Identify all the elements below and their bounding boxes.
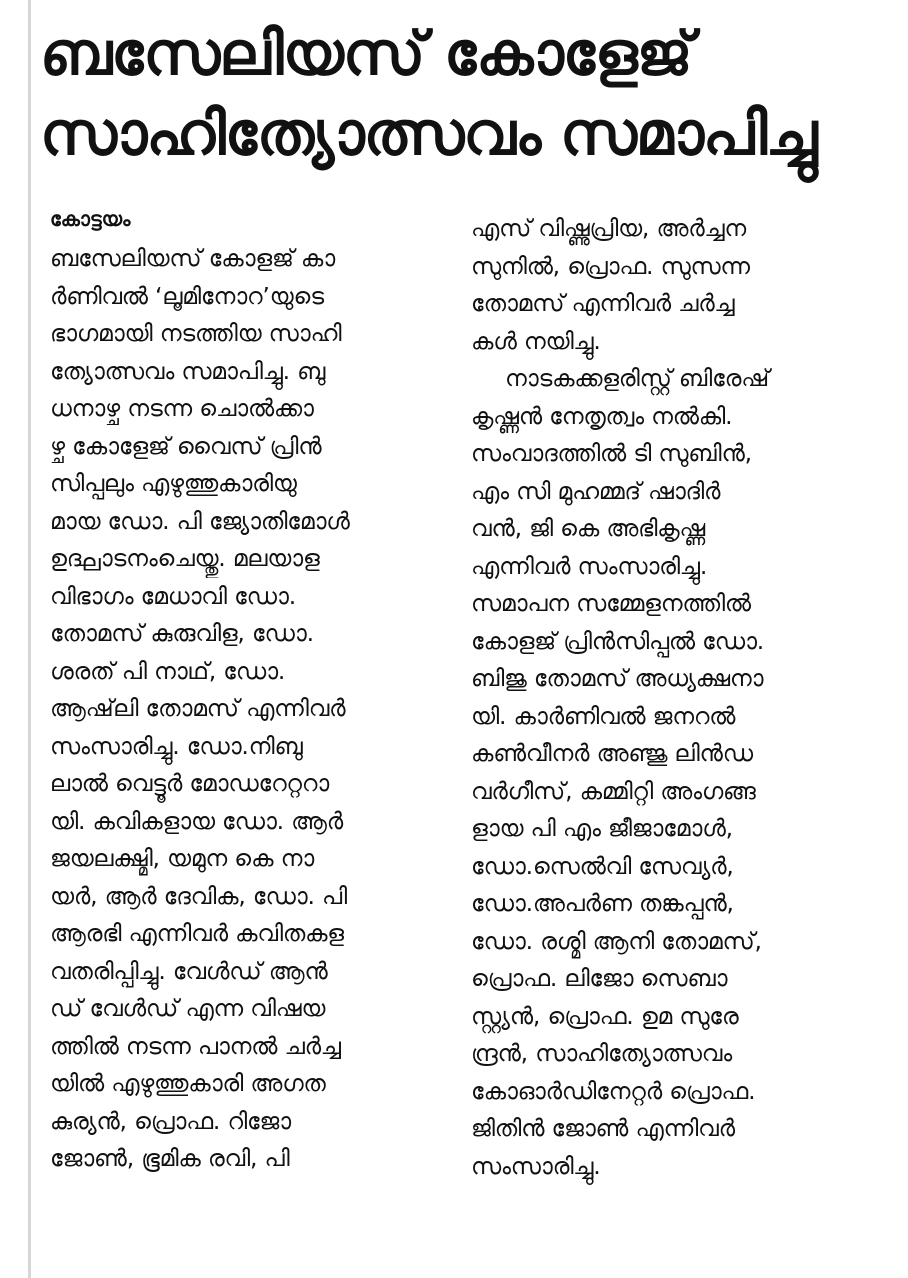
- article-line: സുനിൽ, പ്രൊഫ. സുസന്ന: [471, 251, 750, 280]
- article-line: ആരഭി എന്നിവർ കവിതകള: [50, 919, 344, 947]
- article-line: വിഭാഗം മേധാവി ഡോ.: [50, 581, 296, 610]
- article-line: ളായ പി എം ജീജാമോൾ,: [471, 814, 733, 842]
- article-line: ധനാഴ്ച നടന്ന ചൊൽക്കാ: [50, 394, 314, 422]
- article-line: വർഗീസ്, കമ്മിറ്റി അംഗങ്ങ: [471, 776, 756, 805]
- article-line: ബസേലിയസ് കോളജ് കാ: [50, 244, 336, 272]
- article-line: തോമസ് എന്നിവർ ചർച്ച: [471, 289, 735, 317]
- article-line: പ്രൊഫ. ലിജോ സെബാ: [471, 964, 728, 992]
- article-line: ത്യോത്സവം സമാപിച്ചു. ബു: [50, 356, 326, 385]
- article-line: ഭാഗമായി നടത്തിയ സാഹി: [50, 319, 342, 347]
- article-line: സമാപന സമ്മേളനത്തിൽ: [471, 589, 751, 617]
- article-line: ശരത് പി നാഥ്, ഡോ.: [50, 656, 286, 685]
- article-line: ഴ്ച കോളേജ് വൈസ് പ്രിൻ: [50, 431, 322, 460]
- article-line: സംവാദത്തിൽ ടി സുബിൻ,: [471, 439, 752, 467]
- article-line: മായ ഡോ. പി ജ്യോതിമോൾ: [50, 506, 350, 535]
- article-line: സ്റ്റ്യൻ, പ്രൊഫ. ഉമ സുരേ: [471, 1001, 739, 1030]
- article-line: കൃഷ്ണൻ നേതൃത്വം നൽകി.: [471, 401, 733, 430]
- dateline: കോട്ടയം: [50, 207, 131, 231]
- article-line: കൺവീനർ അഞ്ജു ലിൻഡ: [471, 739, 753, 767]
- article-line: ജോൺ, ഭൂമിക രവി, പി: [50, 1144, 290, 1172]
- article-line: ത്തിൽ നടന്ന പാനൽ ചർച്ച: [50, 1031, 341, 1060]
- article-line: ലാൽ വെട്ടൂർ മോഡറേറ്ററാ: [50, 769, 330, 797]
- article-line: യിൽ എഴുത്തുകാരി അഗത: [50, 1069, 326, 1097]
- article-line: എം സി മുഹമ്മദ് ഷാദിർ: [471, 476, 721, 505]
- article-line: ഡോ. രശ്മി ആനി തോമസ്,: [471, 926, 762, 955]
- article-line: സിപ്പലും എഴുത്തുകാരിയു: [50, 469, 297, 497]
- article-line: ന്ദ്രൻ, സാഹിത്യോത്സവം: [471, 1039, 733, 1067]
- news-clipping: [40, 14, 870, 1254]
- article-line: ആഷ്‌ലി തോമസ് എന്നിവർ: [50, 694, 346, 722]
- article-line: ഉദ്ഘാടനംചെയ്തു. മലയാള: [50, 544, 320, 572]
- article-line: സംസാരിച്ചു.: [471, 1151, 601, 1180]
- article-body: [50, 204, 870, 1185]
- article-line: നാടകക്കളരിസ്റ്റ് ബിരേഷ്: [505, 364, 769, 392]
- article-line: ഡോ.അപർണ തങ്കപ്പൻ,: [471, 889, 734, 917]
- headline: [40, 14, 870, 174]
- article-line: ഡോ.സെൽവി സേവ്യർ,: [471, 851, 734, 880]
- article-line: കോളജ് പ്രിൻസിപ്പൽ ഡോ.: [471, 626, 765, 655]
- article-line: യർ, ആർ ദേവിക, ഡോ. പി: [50, 881, 348, 910]
- headline-line-1: ബസേലിയസ് കോളേജ്: [40, 19, 692, 89]
- article-line: എസ് വിഷ്ണുപ്രിയ, അർച്ചന: [471, 214, 746, 242]
- article-line: ർണിവൽ ‘ലൂമിനോറ’യുടെ: [50, 281, 324, 310]
- article-line: കൾ നയിച്ചു.: [471, 326, 601, 355]
- article-line: വൻ, ജി കെ അഭികൃഷ്ണ: [471, 514, 705, 542]
- article-line: കുര്യൻ, പ്രൊഫ. റിജോ: [50, 1106, 291, 1135]
- article-column-left: [50, 204, 445, 1185]
- article-column-right: [471, 204, 866, 1185]
- article-line: യി. കാർണിവൽ ജനറൽ: [471, 701, 736, 730]
- page-left-rule: [28, 0, 31, 1278]
- article-line: യി. കവികളായ ഡോ. ആർ: [50, 806, 344, 835]
- article-line: ജിതിൻ ജോൺ എന്നിവർ: [471, 1114, 735, 1142]
- article-line: കോഓർഡിനേറ്റർ പ്രൊഫ.: [471, 1076, 756, 1105]
- article-line: സംസാരിച്ചു. ഡോ.നിബു: [50, 731, 303, 760]
- article-line: ബിജു തോമസ് അധ്യക്ഷനാ: [471, 664, 764, 692]
- article-line: തോമസ് കുരുവിള, ഡോ.: [50, 619, 314, 647]
- article-line: എന്നിവർ സംസാരിച്ചു.: [471, 551, 708, 580]
- article-line: ജയലക്ഷ്മി, യമുന കെ നാ: [50, 844, 315, 872]
- article-line: വതരിപ്പിച്ചു. വേൾഡ് ആൻ: [50, 956, 328, 985]
- article-line: ഡ് വേൾഡ് എന്ന വിഷയ: [50, 994, 326, 1022]
- headline-line-2: സാഹിത്യോത്സവം സമാപിച്ചു: [40, 99, 817, 169]
